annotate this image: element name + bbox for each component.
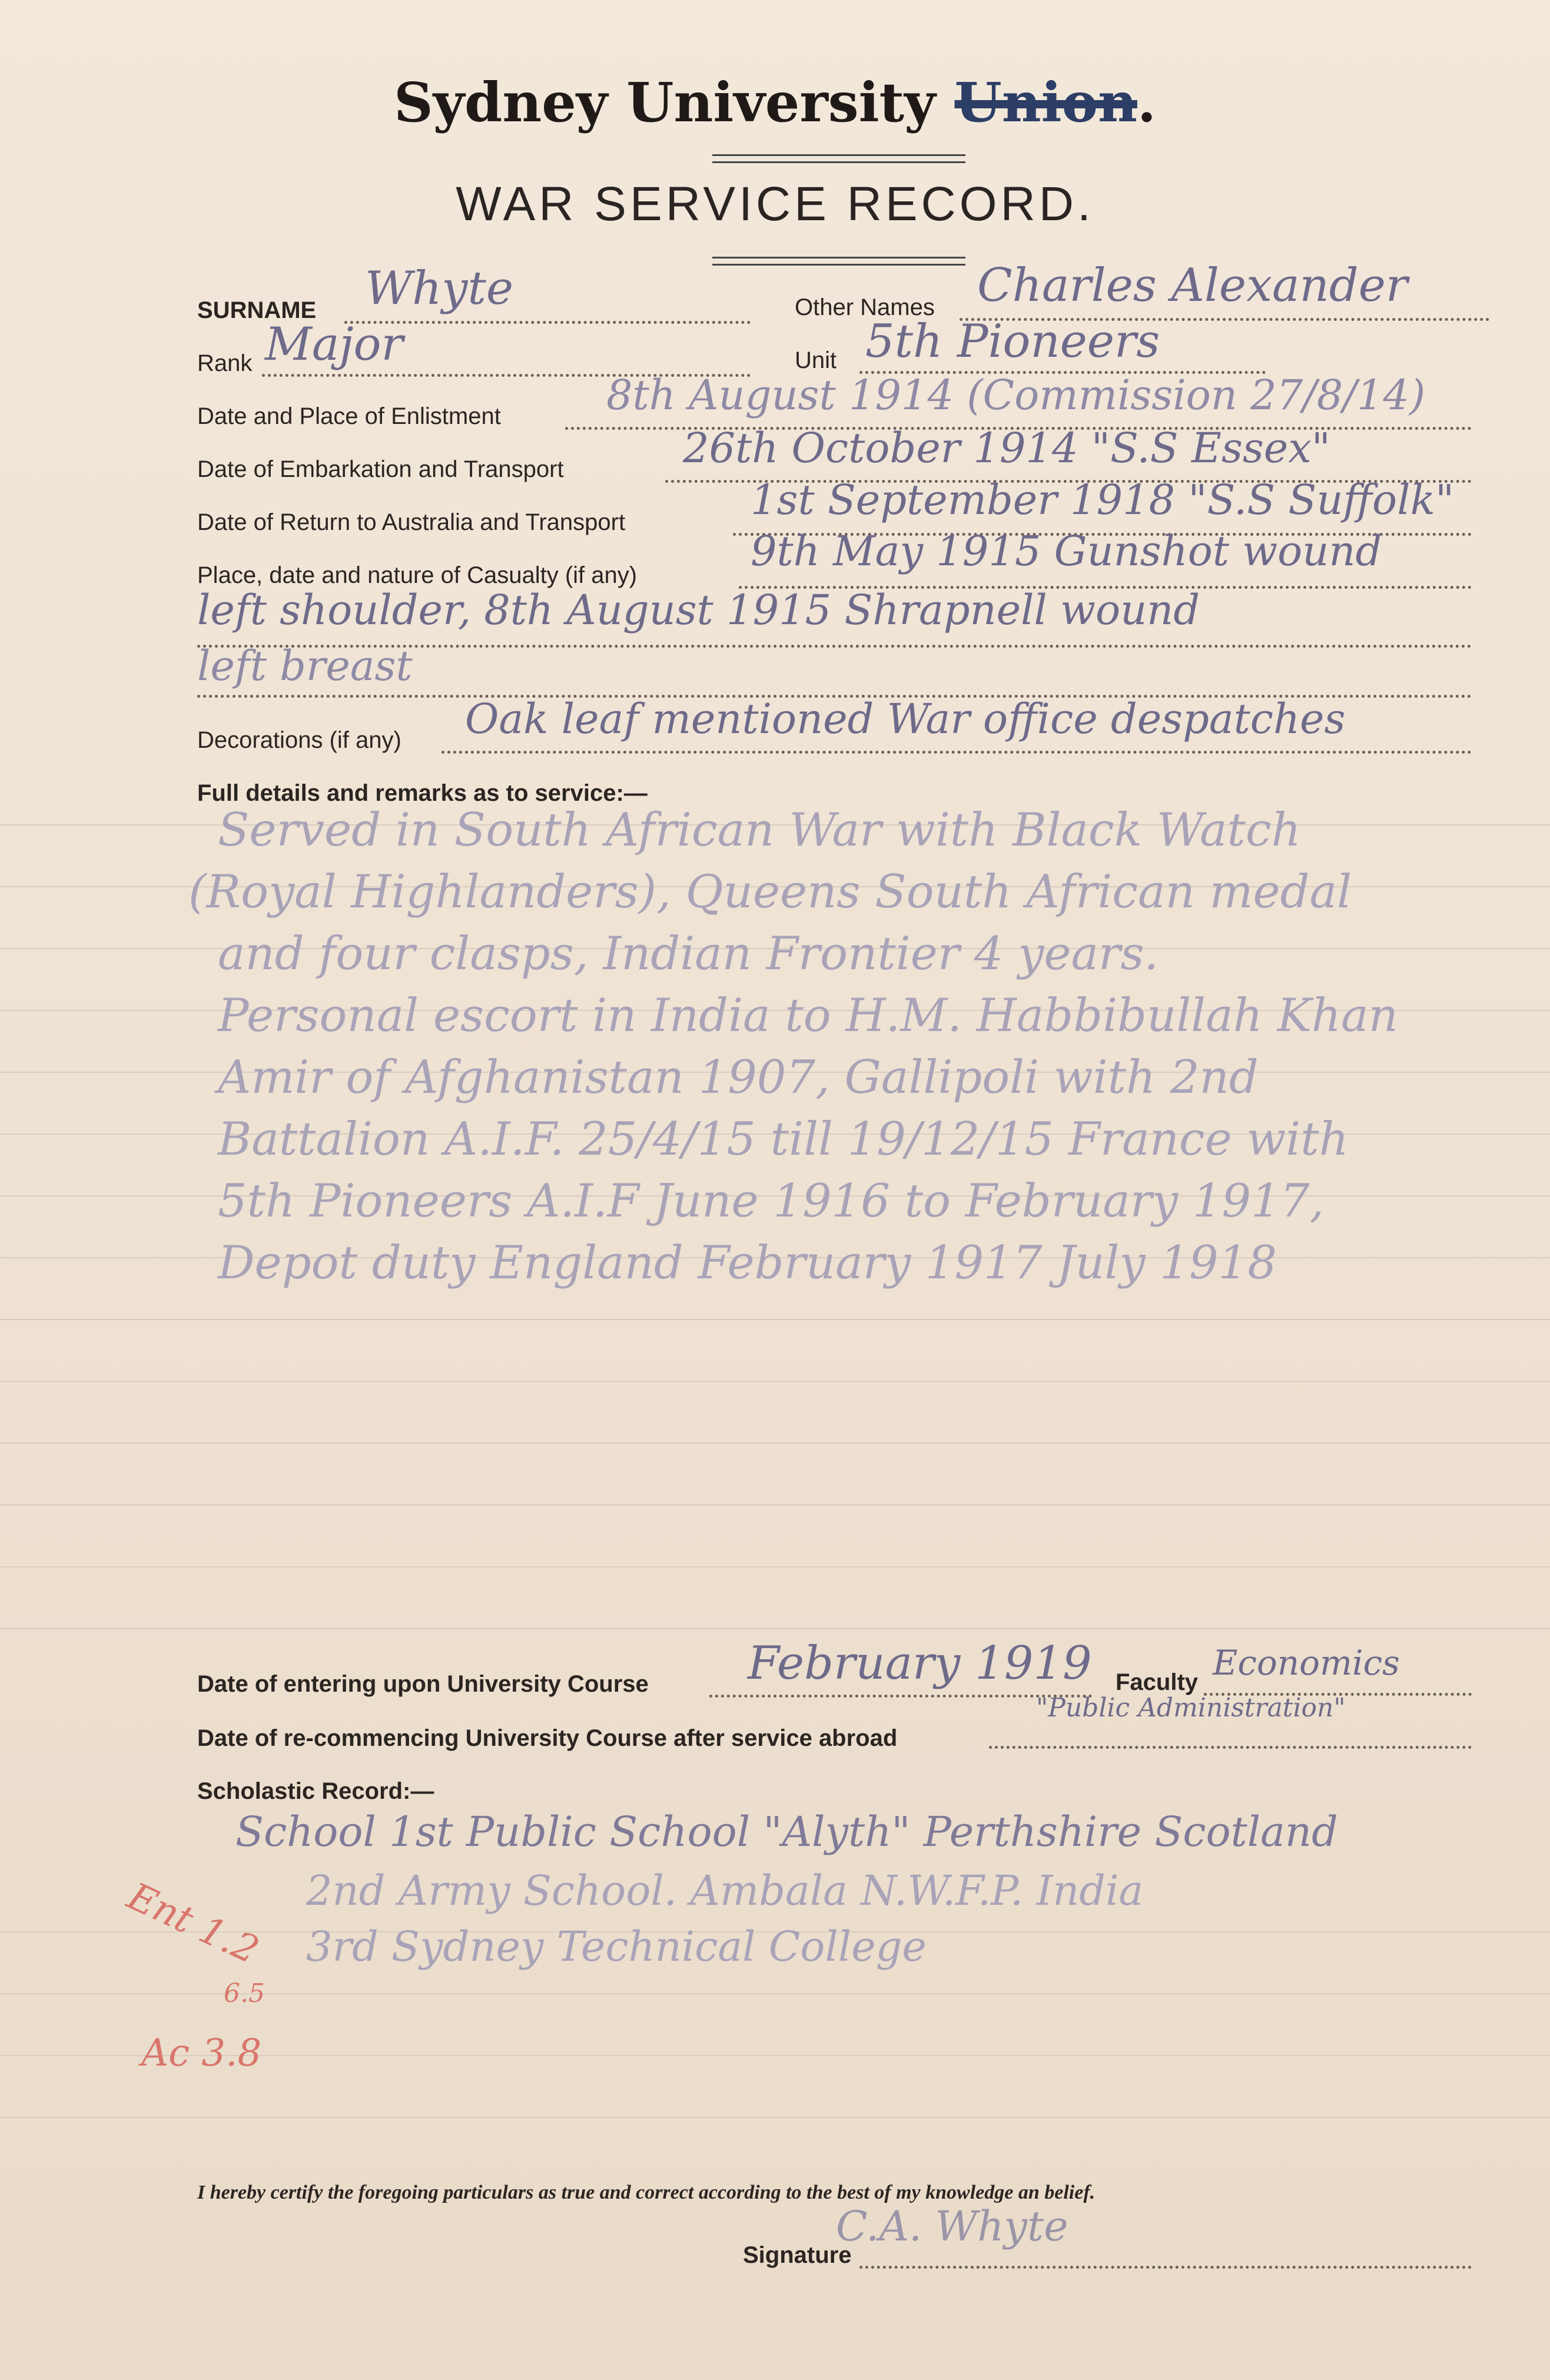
title-rule [712, 264, 965, 266]
heading-rule [712, 154, 965, 156]
details-line: and four clasps, Indian Frontier 4 years. [218, 927, 1159, 980]
details-label: Full details and remarks as to service:— [197, 780, 648, 806]
details-line: Amir of Afghanistan 1907, Gallipoli with 2nd [218, 1051, 1259, 1104]
details-line: Personal escort in India to H.M. Habbibullah Khan [218, 989, 1398, 1042]
details-line: Served in South African War with Black Watch [218, 804, 1301, 857]
ruled-line [0, 1628, 1550, 1629]
other-names-value: Charles Alexander [977, 259, 1408, 312]
heading-rule [712, 161, 965, 163]
faculty-value-2: "Public Administration" [1036, 1693, 1346, 1723]
red-note: Ac 3.8 [141, 2031, 262, 2075]
surname-value: Whyte [365, 262, 513, 315]
red-note: 6.5 [224, 1978, 265, 2008]
embarkation-label: Date of Embarkation and Transport [197, 456, 564, 482]
details-line: Depot duty England February 1917 July 1918 [218, 1237, 1277, 1290]
ruled-line [0, 2117, 1550, 2118]
rank-label: Rank [197, 350, 253, 376]
return-label: Date of Return to Australia and Transport [197, 509, 626, 535]
surname-line [344, 321, 751, 324]
surname-label: SURNAME [197, 297, 317, 323]
ruled-line [0, 1381, 1550, 1382]
entering-line [709, 1695, 1092, 1698]
ruled-line [0, 1443, 1550, 1444]
scholastic-line: 2nd Army School. Ambala N.W.F.P. India [306, 1867, 1144, 1915]
decorations-value: Oak leaf mentioned War office despatches [465, 695, 1346, 743]
entering-value: February 1919 [748, 1637, 1092, 1690]
details-line: Battalion A.I.F. 25/4/15 till 19/12/15 France with [218, 1113, 1349, 1166]
ruled-line [0, 1504, 1550, 1506]
recommencing-line [989, 1746, 1472, 1749]
ruled-line [0, 1566, 1550, 1567]
enlistment-value: 8th August 1914 (Commission 27/8/14) [606, 371, 1426, 419]
heading-period: . [1137, 71, 1156, 134]
signature-label: Signature [743, 2242, 852, 2268]
details-line: (Royal Highlanders), Queens South African medal [188, 866, 1352, 919]
certification-text: I hereby certify the foregoing particulars as true and correct according to the best of my knowledge an belief. [197, 2182, 1096, 2203]
struck-word: Union [954, 71, 1137, 134]
red-note: Ent 1.2 [121, 1874, 265, 1973]
decorations-line [442, 751, 1472, 754]
university-heading [0, 71, 1550, 134]
title-rule [712, 257, 965, 258]
recommencing-label: Date of re-commencing University Course after service abroad [197, 1725, 898, 1751]
signature-line [859, 2266, 1472, 2269]
enlistment-label: Date and Place of Enlistment [197, 403, 501, 429]
rank-value: Major [265, 318, 403, 371]
casualty-value-3: left breast [197, 642, 413, 690]
scholastic-label: Scholastic Record:— [197, 1778, 434, 1804]
university-name: Sydney University [394, 71, 936, 134]
decorations-label: Decorations (if any) [197, 727, 401, 753]
embarkation-value: 26th October 1914 "S.S Essex" [683, 424, 1330, 472]
unit-value: 5th Pioneers [865, 315, 1160, 368]
faculty-value: Economics [1213, 1643, 1400, 1683]
casualty-value-2: left shoulder, 8th August 1915 Shrapnell wound [197, 586, 1200, 634]
ruled-line [0, 1319, 1550, 1320]
scholastic-line: 3rd Sydney Technical College [306, 1922, 927, 1971]
other-names-label: Other Names [795, 294, 935, 320]
entering-label: Date of entering upon University Course [197, 1671, 649, 1697]
details-line: 5th Pioneers A.I.F June 1916 to February 1917, [218, 1175, 1325, 1228]
casualty-label: Place, date and nature of Casualty (if any) [197, 562, 638, 588]
form-title: WAR SERVICE RECORD. [456, 177, 1094, 231]
signature-value: C.A. Whyte [836, 2202, 1068, 2250]
return-value: 1st September 1918 "S.S Suffolk" [751, 476, 1455, 524]
unit-label: Unit [795, 347, 837, 373]
casualty-value-1: 9th May 1915 Gunshot wound [751, 527, 1382, 575]
scholastic-line: School 1st Public School "Alyth" Perthshire Scotland [235, 1808, 1338, 1856]
faculty-label: Faculty [1116, 1669, 1199, 1695]
